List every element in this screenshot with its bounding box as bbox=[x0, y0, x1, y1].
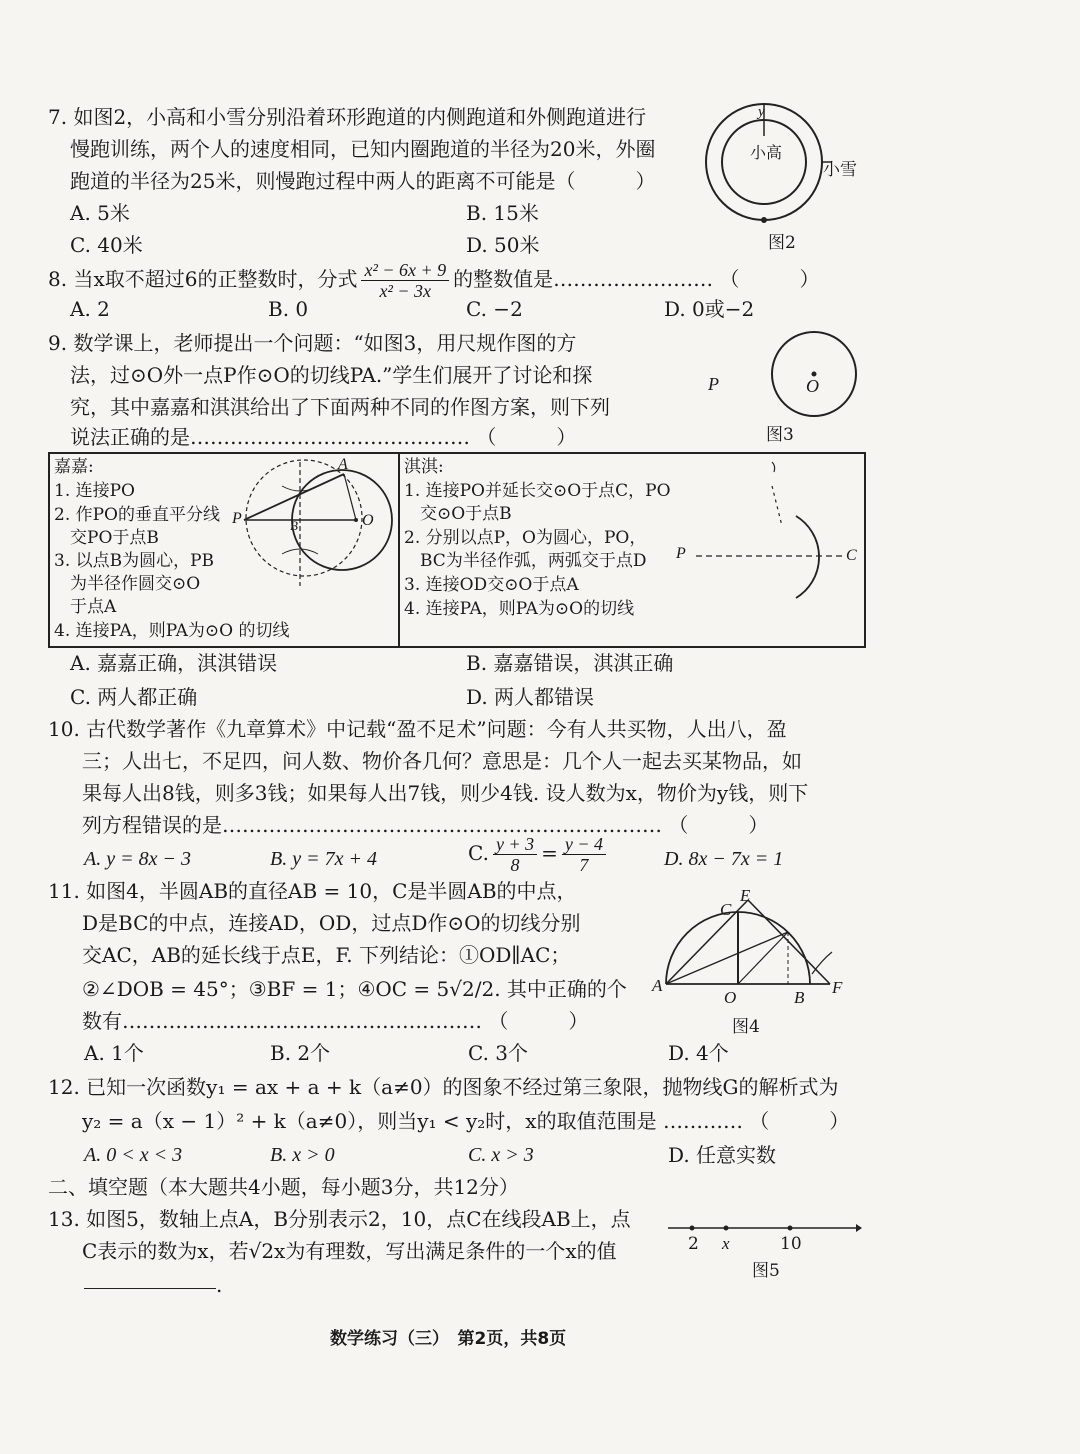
q12-option-a: A. 0 < x < 3 bbox=[84, 1144, 183, 1166]
q10-frac2 bbox=[562, 834, 606, 875]
fig4-label-o: O bbox=[724, 988, 737, 1007]
q10-option-c-prefix: C. bbox=[468, 841, 489, 865]
q8-option-c: C. −2 bbox=[466, 297, 523, 321]
q7-option-c: C. 40米 bbox=[70, 233, 143, 257]
q11-option-b: B. 2个 bbox=[270, 1041, 331, 1065]
fig5-caption: 图5 bbox=[752, 1261, 780, 1281]
q9-line1: 9. 数学课上，老师提出一个问题：“如图3，用尺规作图的方 bbox=[48, 331, 577, 355]
q10-frac2-den: 7 bbox=[579, 855, 589, 875]
q7-line3: 跑道的半径为25米，则慢跑过程中两人的距离不可能是（ ） bbox=[70, 169, 656, 193]
qiqi-step3: 3. 连接OD交⊙O于点A bbox=[404, 575, 579, 595]
qiqi-step2-cont: BC为半径作弧，两弧交于点D bbox=[420, 551, 647, 571]
q7-line1: 7. 如图2，小高和小雪分别沿着环形跑道的内侧跑道和外侧跑道进行 bbox=[48, 105, 647, 129]
q10-line4: 列方程错误的是………………………………………………………… （ ） bbox=[82, 813, 769, 837]
q8-option-d: D. 0或−2 bbox=[664, 297, 755, 321]
q8-numerator: x² − 6x + 9 bbox=[361, 260, 449, 281]
point-c bbox=[724, 1226, 729, 1231]
q8-lead: 8. 当x取不超过6的正整数时，分式 bbox=[48, 267, 358, 291]
jj-label-o: O bbox=[362, 512, 374, 529]
q9-line4: 说法正确的是…………………………………… （ ） bbox=[70, 425, 577, 449]
fig3-label-p: P bbox=[708, 374, 719, 394]
partial-circle-o bbox=[796, 516, 819, 598]
qq-label-p: P bbox=[676, 545, 686, 562]
fig2-label-xiaogao: 小高 bbox=[750, 143, 783, 162]
q7-option-b: B. 15米 bbox=[466, 201, 539, 225]
q11-line2: D是BC的中点，连接AD，OD，过点D作⊙O的切线分别 bbox=[82, 911, 581, 935]
axis-arrow bbox=[856, 1224, 862, 1232]
q12-option-b: B. x > 0 bbox=[270, 1144, 335, 1166]
center-o-dot bbox=[354, 518, 358, 522]
q11-line4: ②∠DOB = 45°；③BF = 1；④OC = 5√2/2. 其中正确的个 bbox=[82, 977, 627, 1001]
jiajia-step3: 3. 以点B为圆心，PB bbox=[54, 551, 215, 571]
q7-option-a: A. 5米 bbox=[70, 201, 130, 225]
qiqi-step1: 1. 连接PO并延长交⊙O于点C，PO bbox=[404, 481, 671, 501]
fig4-label-c: C bbox=[720, 900, 732, 919]
segment-od bbox=[738, 932, 788, 984]
jiajia-step4: 4. 连接PA，则PA为⊙O 的切线 bbox=[54, 621, 290, 641]
jj-label-p: P bbox=[232, 510, 242, 527]
qq-label-c: C bbox=[846, 547, 857, 564]
qiqi-step2: 2. 分别以点P，O为圆心，PO， bbox=[404, 528, 647, 548]
q10-line3: 果每人出8钱，则多3钱；如果每人出7钱，则少4钱. 设人数为x，物价为y钱，则下 bbox=[82, 781, 809, 805]
q13-line1: 13. 如图5，数轴上点A，B分别表示2，10，点C在线段AB上，点 bbox=[48, 1207, 631, 1231]
q11-option-c: C. 3个 bbox=[468, 1041, 529, 1065]
q12-option-d: D. 任意实数 bbox=[668, 1143, 777, 1167]
q10-option-d: D. 8x − 7x = 1 bbox=[664, 848, 784, 870]
jj-label-a: A bbox=[338, 456, 348, 473]
q9-line2: 法，过⊙O外一点P作⊙O的切线PA.”学生们展开了讨论和探 bbox=[70, 363, 593, 387]
page-footer: 数学练习（三） 第2页，共8页 bbox=[330, 1329, 567, 1349]
q13-answer-blank[interactable] bbox=[84, 1288, 216, 1289]
q10-frac1 bbox=[493, 834, 537, 875]
jiajia-step3-cont1: 为半径作圆交⊙O bbox=[70, 574, 201, 594]
q12-line1: 12. 已知一次函数y₁ = ax + a + k（a≠0）的图象不经过第三象限，抛物线G的解析式为 bbox=[48, 1075, 839, 1099]
jiajia-step3-cont2: 于点A bbox=[70, 597, 117, 617]
jiajia-title: 嘉嘉: bbox=[54, 457, 94, 477]
fig2-label-y: y bbox=[758, 104, 765, 120]
q8-fraction bbox=[361, 260, 449, 301]
q10-option-b: B. y = 7x + 4 bbox=[270, 848, 377, 870]
q11-option-d: D. 4个 bbox=[668, 1041, 729, 1065]
fig4-label-a: A bbox=[652, 976, 663, 995]
q8-denominator: x² − 3x bbox=[379, 281, 432, 301]
point-a bbox=[690, 1226, 695, 1231]
jiajia-step1: 1. 连接PO bbox=[54, 481, 135, 501]
q8-tail: 的整数值是…………………… （ ） bbox=[453, 267, 820, 291]
q10-frac2-num: y − 4 bbox=[562, 834, 606, 855]
segment-ad bbox=[666, 932, 788, 984]
curve-extension bbox=[812, 952, 832, 974]
q10-option-c-eq: = bbox=[541, 841, 558, 865]
q10-option-c bbox=[468, 834, 610, 875]
fig3-caption: 图3 bbox=[766, 425, 794, 445]
q7-line2: 慢跑训练，两个人的速度相同，已知内圈跑道的半径为20米，外圈 bbox=[70, 137, 656, 161]
figure-3-circle bbox=[766, 322, 866, 422]
q11-option-a: A. 1个 bbox=[84, 1041, 144, 1065]
qiqi-title: 淇淇: bbox=[404, 457, 444, 477]
segment-ao bbox=[344, 474, 356, 520]
q10-line2: 三；人出七，不足四，问人数、物价各几何？意思是：几个人一起去买某物品，如 bbox=[82, 749, 802, 773]
q8-option-b: B. 0 bbox=[268, 297, 309, 321]
fig2-caption: 图2 bbox=[768, 233, 796, 253]
figure-4-semicircle bbox=[652, 880, 852, 1000]
fig5-tick-x: x bbox=[722, 1234, 730, 1253]
q7-option-d: D. 50米 bbox=[466, 233, 540, 257]
q9-line3: 究，其中嘉嘉和淇淇给出了下面两种不同的作图方案，则下列 bbox=[70, 395, 610, 419]
jiajia-step2-cont: 交PO于点B bbox=[70, 528, 159, 548]
q9-option-a: A. 嘉嘉正确，淇淇错误 bbox=[70, 651, 278, 675]
qiqi-construction-figure bbox=[676, 456, 860, 616]
qiqi-step4: 4. 连接PA，则PA为⊙O的切线 bbox=[404, 599, 635, 619]
tangent-ef bbox=[748, 900, 830, 984]
jiajia-construction-figure bbox=[236, 456, 398, 616]
fig4-caption: 图4 bbox=[732, 1017, 760, 1037]
q9-option-c: C. 两人都正确 bbox=[70, 685, 198, 709]
solution-divider bbox=[398, 452, 400, 646]
fig4-label-b: B bbox=[794, 988, 805, 1007]
tangent-pa bbox=[244, 474, 344, 520]
q11-line3: 交AC，AB的延长线于点E，F. 下列结论：①OD∥AC； bbox=[82, 943, 571, 967]
fig2-label-xiaoxue: 小雪 bbox=[823, 160, 857, 180]
q9-option-b: B. 嘉嘉错误，淇淇正确 bbox=[466, 651, 674, 675]
q12-option-c: C. x > 3 bbox=[468, 1144, 534, 1166]
start-dot bbox=[761, 217, 767, 223]
faint-guide bbox=[772, 486, 782, 526]
point-b bbox=[788, 1226, 793, 1231]
jiajia-step2: 2. 作PO的垂直平分线 bbox=[54, 505, 220, 525]
section-2-heading: 二、填空题（本大题共4小题，每小题3分，共12分） bbox=[48, 1175, 519, 1199]
jj-label-b: B bbox=[290, 518, 298, 533]
fig4-label-f: F bbox=[832, 978, 843, 997]
q10-frac1-num: y + 3 bbox=[493, 834, 537, 855]
q8-option-a: A. 2 bbox=[70, 297, 110, 321]
q10-line1: 10. 古代数学著作《九章算术》中记载“盈不足术”问题：今有人共买物，人出八，盈 bbox=[48, 717, 787, 741]
fig4-label-e: E bbox=[740, 886, 751, 905]
q11-line1: 11. 如图4，半圆AB的直径AB = 10，C是半圆AB的中点， bbox=[48, 879, 577, 903]
q11-line5: 数有……………………………………………… （ ） bbox=[82, 1009, 589, 1033]
q13-line2: C表示的数为x，若√2x为有理数，写出满足条件的一个x的值 bbox=[82, 1239, 617, 1263]
qiqi-step1-cont: 交⊙O于点B bbox=[420, 504, 512, 524]
q12-line2: y₂ = a（x − 1）² + k（a≠0），则当y₁ < y₂时，x的取值范围是 ………… （ ） bbox=[82, 1109, 850, 1133]
arc-d bbox=[772, 462, 775, 472]
q8-stem bbox=[48, 260, 819, 301]
q13-blank-end: . bbox=[216, 1273, 223, 1297]
fig3-label-o: O bbox=[806, 376, 819, 396]
q10-option-a: A. y = 8x − 3 bbox=[84, 848, 191, 870]
fig5-tick-2: 2 bbox=[688, 1234, 699, 1254]
q9-option-d: D. 两人都错误 bbox=[466, 685, 595, 709]
fig5-tick-10: 10 bbox=[780, 1234, 802, 1254]
q10-frac1-den: 8 bbox=[510, 855, 520, 875]
